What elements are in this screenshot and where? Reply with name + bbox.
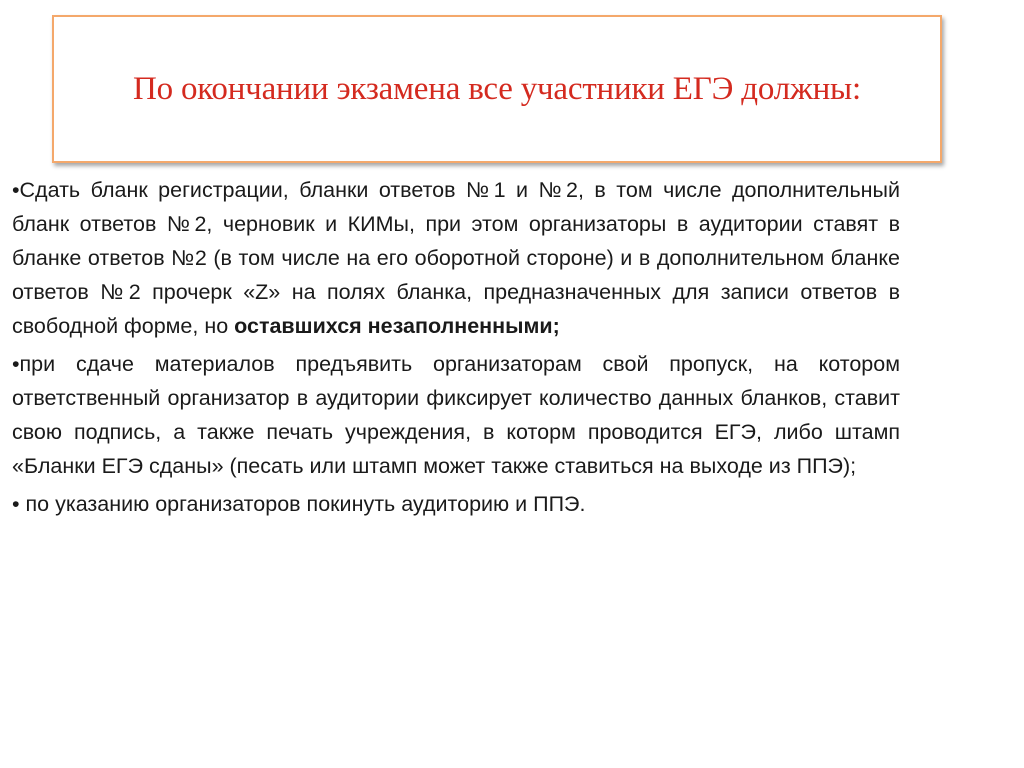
title-box <box>52 15 942 163</box>
bullet-item-3-text: • по указанию организаторов покинуть аудиторию и ППЭ. <box>12 492 586 516</box>
bullet-item-1-bold-text: оставшихся незаполненными; <box>234 314 560 338</box>
bullet-item-1-text: •Сдать бланк регистрации, бланки ответов №1 и №2, в том числе дополнительный бланк ответов №2, черновик и КИМы, при этом организаторы в аудитории ставят в бланке ответов №2 (в том числе на его оборотной стороне) и в дополнительном бланке ответов №2 прочерк «Z» на полях бланка, предназначенных для записи ответов в свободной форме, но <box>12 178 900 338</box>
slide-body <box>12 173 900 525</box>
bullet-item-2-text: •при сдаче материалов предъявить организаторам свой пропуск, на котором ответственный организатор в аудитории фиксирует количество данных бланков, ставит свою подпись, а также печать учреждения, в которм проводится ЕГЭ, либо штамп «Бланки ЕГЭ сданы» (песать или штамп может также ставиться на выходе из ППЭ); <box>12 352 900 478</box>
bullet-item-2 <box>12 347 900 483</box>
bullet-item-3 <box>12 487 900 521</box>
bullet-item-1 <box>12 173 900 343</box>
slide-title: По окончании экзамена все участники ЕГЭ должны: <box>132 70 861 107</box>
